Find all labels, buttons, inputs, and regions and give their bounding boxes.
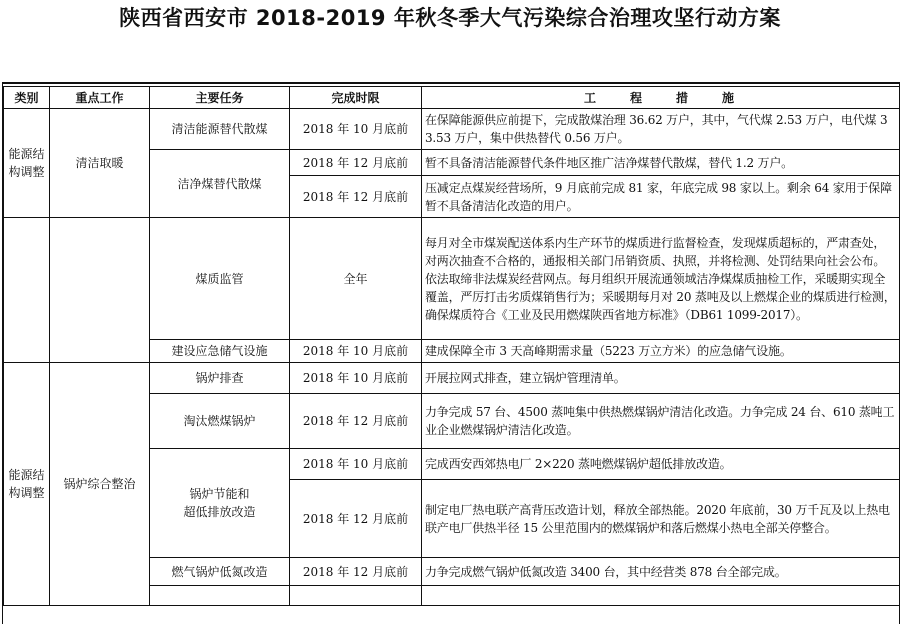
category-text: 能源结 构调整	[8, 468, 45, 500]
measure-cell: 每月对全市煤炭配送体系内生产环节的煤质进行监督检查，发现煤质超标的，严肃查处，对两次抽查不合格的，通报相关部门吊销资质、执照，并将检测、处罚结果向社会公布。依法取缔非法煤炭经营网点。每月组织开展流通领域洁净煤煤质抽检工作，采暖期实现全覆盖，严厉打击劣质煤销售行为；采暖期每月对 20 蒸吨及以上燃煤企业的煤质进行检测，确保煤质符合《工业及民用燃煤陕西省地方标准》（DB61 1099-2017）。	[422, 218, 900, 340]
page-title: 陕西省西安市 2018-2019 年秋冬季大气污染综合治理攻坚行动方案	[119, 6, 781, 30]
key-work-cell-empty	[50, 218, 150, 363]
measure-cell: 开展拉网式排查，建立锅炉管理清单。	[422, 363, 900, 394]
header-measures: 工程措施	[422, 87, 900, 109]
table-row	[4, 109, 900, 150]
task-cell	[150, 449, 290, 558]
deadline-cell: 2018 年 10 月底前	[290, 363, 422, 394]
measure-cell: 力争完成燃气锅炉低氮改造 3400 台，其中经营类 878 台全部完成。	[422, 558, 900, 586]
measure-cell: 制定电厂热电联产高背压改造计划，释放全部热能。2020 年底前，30 万千瓦及以上热电联产电厂供热半径 15 公里范围内的燃煤锅炉和落后燃煤小热电全部关停整合。	[422, 480, 900, 558]
deadline-cell: 2018 年 12 月底前	[290, 176, 422, 218]
task-cell: 锅炉排查	[150, 363, 290, 394]
task-cell: 洁净煤替代散煤	[150, 150, 290, 218]
deadline-cell: 2018 年 12 月底前	[290, 480, 422, 558]
measure-cell: 力争完成 57 台、4500 蒸吨集中供热燃煤锅炉清洁化改造。力争完成 24 台、610 蒸吨工业企业燃煤锅炉清洁化改造。	[422, 394, 900, 449]
deadline-cell: 全年	[290, 218, 422, 340]
measure-cell: 在保障能源供应前提下，完成散煤治理 36.62 万户，其中，气代煤 2.53 万户，电代煤 33.53 万户，集中供热替代 0.56 万户。	[422, 109, 900, 150]
category-cell-empty	[4, 218, 50, 363]
measures-table-frame	[2, 82, 900, 624]
category-cell	[4, 109, 50, 218]
measure-cell: 建成保障全市 3 天高峰期需求量（5223 万立方米）的应急储气设施。	[422, 340, 900, 363]
header-category: 类别	[4, 87, 50, 109]
table-header-row	[4, 87, 900, 109]
deadline-cell: 2018 年 10 月底前	[290, 109, 422, 150]
measure-cell: 暂不具备清洁能源替代条件地区推广洁净煤替代散煤，替代 1.2 万户。	[422, 150, 900, 176]
task-cell: 燃气锅炉低氮改造	[150, 558, 290, 586]
header-deadline: 完成时限	[290, 87, 422, 109]
category-text: 能源结 构调整	[8, 147, 45, 179]
deadline-cell: 2018 年 12 月底前	[290, 394, 422, 449]
task-cell: 淘汰燃煤锅炉	[150, 394, 290, 449]
deadline-cell: 2018 年 10 月底前	[290, 340, 422, 363]
measures-table	[3, 86, 900, 606]
measure-cell-empty	[422, 586, 900, 606]
key-work-cell: 清洁取暖	[50, 109, 150, 218]
category-cell	[4, 363, 50, 606]
task-text: 锅炉节能和 超低排放改造	[183, 487, 256, 519]
task-cell-empty	[150, 586, 290, 606]
deadline-cell: 2018 年 12 月底前	[290, 150, 422, 176]
measure-cell: 压减定点煤炭经营场所，9 月底前完成 81 家，年底完成 98 家以上。剩余 64 家用于保障暂不具备清洁化改造的用户。	[422, 176, 900, 218]
task-cell: 清洁能源替代散煤	[150, 109, 290, 150]
header-main-task: 主要任务	[150, 87, 290, 109]
task-cell: 煤质监管	[150, 218, 290, 340]
task-cell: 建设应急储气设施	[150, 340, 290, 363]
key-work-cell: 锅炉综合整治	[50, 363, 150, 606]
header-key-work: 重点工作	[50, 87, 150, 109]
measure-cell: 完成西安西郊热电厂 2×220 蒸吨燃煤锅炉超低排放改造。	[422, 449, 900, 480]
table-row	[4, 363, 900, 394]
table-row	[4, 218, 900, 340]
deadline-cell: 2018 年 12 月底前	[290, 558, 422, 586]
deadline-cell-empty	[290, 586, 422, 606]
deadline-cell: 2018 年 10 月底前	[290, 449, 422, 480]
